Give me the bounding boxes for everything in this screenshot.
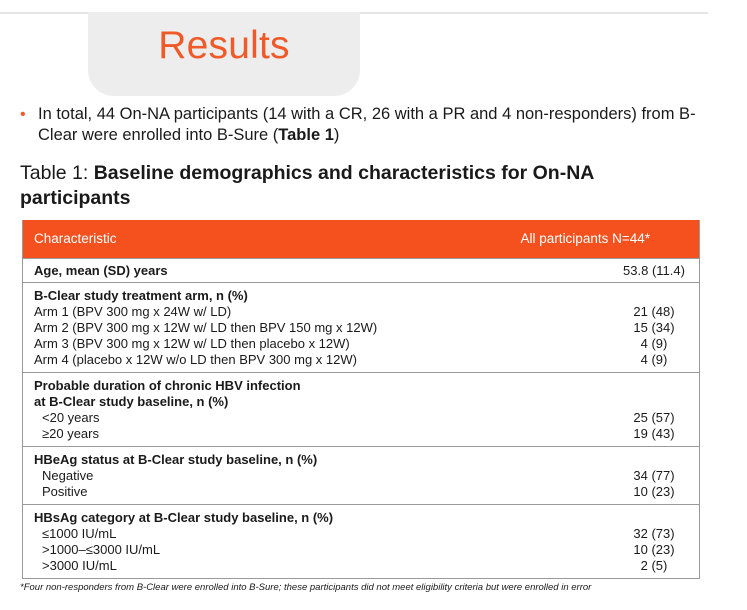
- arm-1-value: 21 (48): [633, 303, 675, 319]
- hbsag-label: HBsAg category at B-Clear study baseline, n (%): [34, 509, 334, 525]
- hbsag-low-value: 32 (73): [633, 525, 675, 541]
- arm-3-value: 4 (9): [640, 335, 668, 351]
- duration-label-1: Probable duration of chronic HBV infection: [34, 377, 301, 393]
- arm-1-label: Arm 1 (BPV 300 mg x 24W w/ LD): [34, 303, 232, 319]
- age-label: Age, mean (SD) years: [34, 262, 168, 278]
- row-age: [23, 258, 699, 282]
- hbsag-low-label: ≤1000 IU/mL: [42, 525, 117, 541]
- hbsag-mid-label: >1000–≤3000 IU/mL: [42, 541, 161, 557]
- hbeag-positive-label: Positive: [42, 483, 88, 499]
- table-title-bold: Baseline demographics and characteristics for On-NA participants: [20, 162, 594, 209]
- table-reference: Table 1: [278, 126, 334, 144]
- table-header: [23, 220, 699, 258]
- bullet-body: In total, 44 On-NA participants (14 with a CR, 26 with a PR and 4 non-responders) from B-Clear were enrolled into B-Sure (: [38, 105, 696, 144]
- arm-2-value: 15 (34): [633, 319, 675, 335]
- arm-label: B-Clear study treatment arm, n (%): [34, 287, 248, 303]
- table-title-prefix: Table 1:: [20, 162, 94, 184]
- header-all-participants: All participants N=44*: [520, 231, 650, 246]
- hbeag-label: HBeAg status at B-Clear study baseline, n (%): [34, 451, 318, 467]
- duration-over-20-value: 19 (43): [633, 425, 675, 441]
- arm-4-label: Arm 4 (placebo x 12W w/o LD then BPV 300 mg x 12W): [34, 351, 357, 367]
- hbeag-positive-value: 10 (23): [633, 483, 675, 499]
- hbsag-mid-value: 10 (23): [633, 541, 675, 557]
- hbeag-negative-label: Negative: [42, 467, 94, 483]
- duration-label-2: at B-Clear study baseline, n (%): [34, 393, 229, 409]
- hbeag-negative-value: 34 (77): [633, 467, 675, 483]
- row-hbeag: [23, 446, 699, 504]
- table-title: [20, 161, 660, 211]
- header-characteristic: Characteristic: [34, 231, 117, 246]
- bullet-close: ): [333, 126, 340, 144]
- row-hbsag: [23, 504, 699, 578]
- page-title: Results: [158, 24, 290, 67]
- duration-under-20-value: 25 (57): [633, 409, 675, 425]
- summary-bullet: [20, 104, 720, 146]
- arm-4-value: 4 (9): [640, 351, 668, 367]
- footnote: *Four non-responders from B-Clear were enrolled into B-Sure; these participants did not meet eligibility criteria but were enrolled in error: [20, 582, 592, 593]
- arm-3-label: Arm 3 (BPV 300 mg x 12W w/ LD then placebo x 12W): [34, 335, 350, 351]
- hbsag-high-value: 2 (5): [640, 557, 668, 573]
- bullet-text: [20, 104, 720, 146]
- row-duration: [23, 372, 699, 446]
- duration-under-20-label: <20 years: [42, 409, 100, 425]
- row-treatment-arm: [23, 282, 699, 372]
- bullet-marker: •: [20, 106, 26, 123]
- duration-over-20-label: ≥20 years: [42, 425, 99, 441]
- age-value: 53.8 (11.4): [623, 262, 685, 278]
- hbsag-high-label: >3000 IU/mL: [42, 557, 117, 573]
- arm-2-label: Arm 2 (BPV 300 mg x 12W w/ LD then BPV 150 mg x 12W): [34, 319, 378, 335]
- baseline-table: [22, 220, 700, 579]
